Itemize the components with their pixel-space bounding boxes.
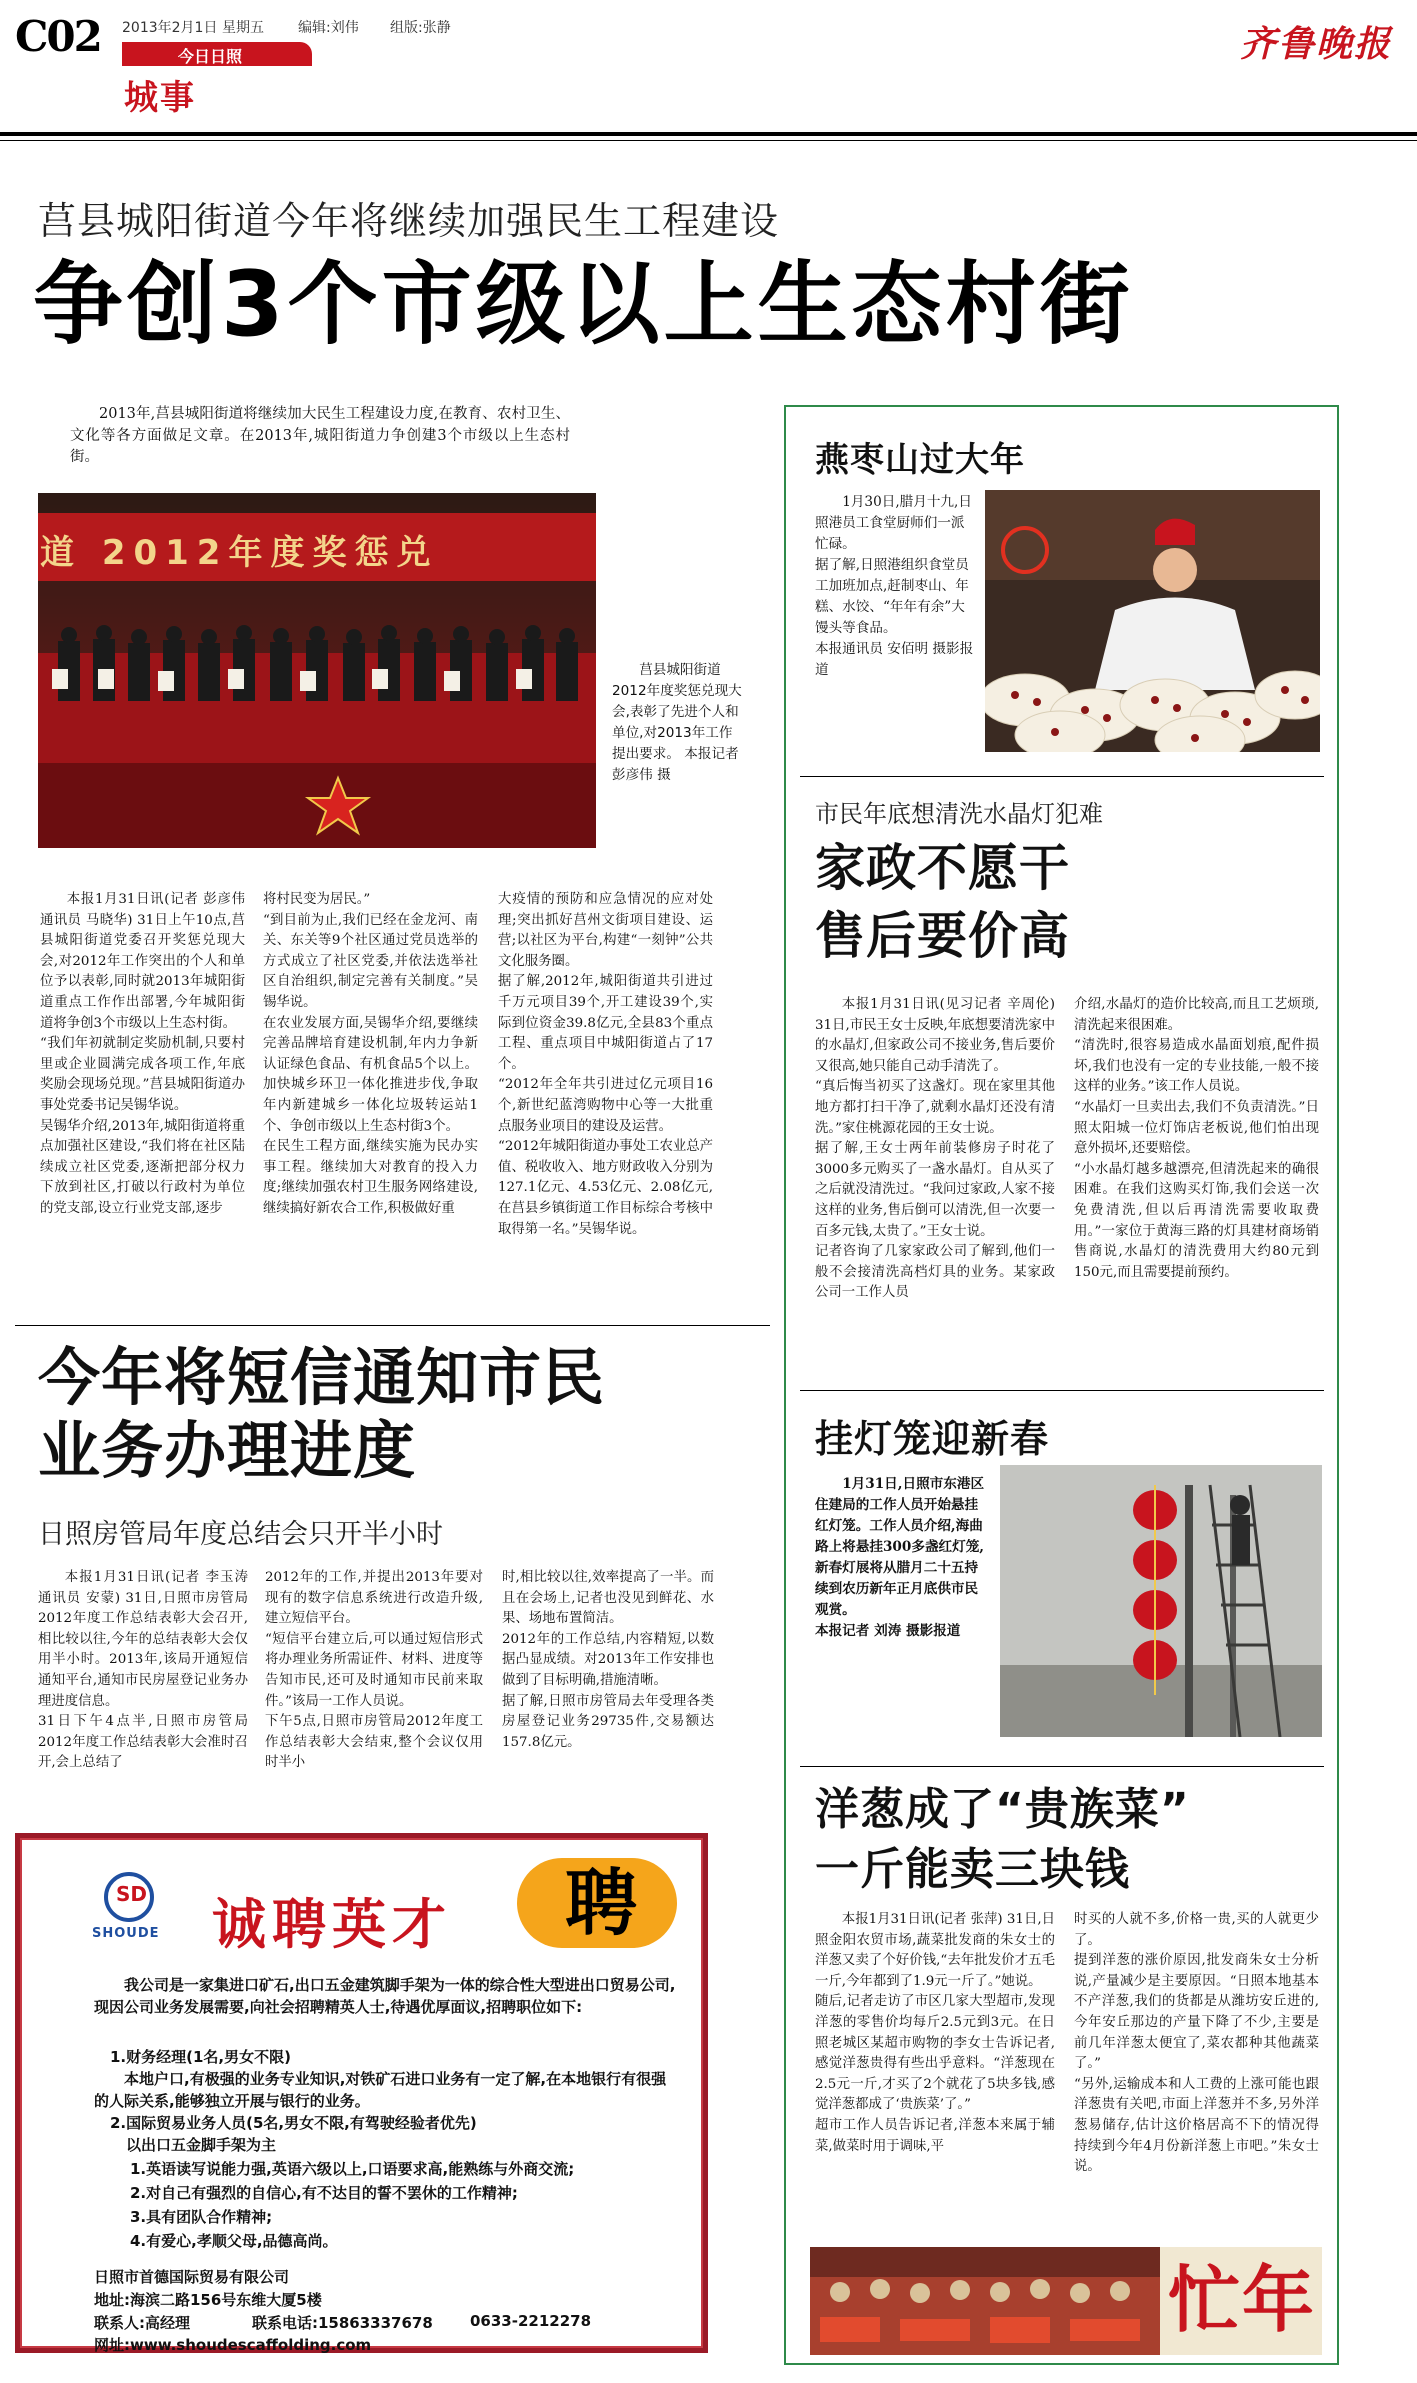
sms-subhead: 日照房管局年度总结会只开半小时	[38, 1519, 443, 1550]
ad-title: 诚聘英才	[212, 1893, 452, 1956]
ad-logo	[104, 1872, 154, 1922]
ad-logo-text: SHOUDE	[92, 1926, 160, 1941]
lead-kicker: 莒县城阳街道今年将继续加强民生工程建设	[38, 199, 780, 243]
jiazheng-col-2: 介绍,水晶灯的造价比较高,而且工艺烦琐,清洗起来很困难。 “清洗时,很容易造成水晶面划痕,配件损坏,我们也没有一定的专业技能,一般不接这样的业务。”该工作人员说。 “水晶灯一旦卖出去,我们不负责清洗。”日照太阳城一位灯饰店老板说,他们怕出现意外损坏,还要赔偿。 “小水晶灯越多越漂亮,但清洗起来的确很困难。在我们这购买灯饰,我们会送一次免费清洗,但以后再清洗需要收取费用。”一家位于黄海三路的灯具建材商场销售商说,水晶灯的清洗费用大约80元到150元,而且需要提前预约。	[1074, 997, 1319, 1280]
issue-date: 2013年2月1日	[122, 20, 218, 36]
yanzao-title: 燕枣山过大年	[815, 440, 1025, 480]
ad-job-2: 2.国际贸易业务人员(5名,男女不限,有驾驶经验者优先)	[110, 2114, 477, 2132]
lantern-photo	[1000, 1465, 1322, 1737]
sms-col-1: 本报1月31日讯(记者 李玉涛 通讯员 安蒙) 31日,日照市房管局2012年度工作总结表彰大会召开,相比较以往,今年的总结表彰大会仅用半小时。2013年,该局开通短信通知平台,通知市民房屋登记业务办理进度信息。 31日下午4点半,日照市房管局2012年度工作总结表彰大会准时召开,会上总结了	[38, 1570, 248, 1771]
section-badge-text: 今日日照	[178, 47, 243, 66]
header-rule	[0, 132, 1417, 136]
ad-address: 地址:海滨二路156号东维大厦5楼	[94, 2291, 322, 2309]
yanzao-rule	[800, 776, 1324, 777]
page-number: C02	[15, 12, 101, 61]
yanzao-caption: 1月30日,腊月十九,日照港员工食堂厨师们一派忙碌。 据了解,日照港组织食堂员工加班加点,赶制枣山、年糕、水饺、“年年有余”大馒头等食品。 本报通讯员 安佰明 摄影报道	[815, 494, 974, 678]
ad-big-char: 聘	[565, 1861, 639, 1945]
ad-contact: 联系人:高经理	[94, 2314, 190, 2332]
header-rule-thin	[0, 140, 1417, 141]
jiazheng-rule	[800, 1390, 1324, 1391]
ad-job-1: 1.财务经理(1名,男女不限)	[110, 2048, 291, 2066]
ad-req-4: 4.有爱心,孝顺父母,品德高尚。	[130, 2232, 338, 2250]
ad-phone-2: 0633-2212278	[470, 2312, 592, 2330]
ad-intro: 我公司是一家集进口矿石,出口五金建筑脚手架为一体的综合性大型进出口贸易公司,现因公司业务发展需要,向社会招聘精英人士,待遇优厚面议,招聘职位如下:	[94, 1976, 676, 2016]
onion-col-1: 本报1月31日讯(记者 张萍) 31日,日照金阳农贸市场,蔬菜批发商的朱女士的洋葱又卖了个好价钱,“去年批发价才五毛一斤,今年都到了1.9元一斤了。”她说。 随后,记者走访了市区几家大型超市,发现洋葱的零售价均每斤2.5元到3元。在日照老城区某超市购物的李女士告诉记者,感觉洋葱贵得有些出乎意料。“洋葱现在2.5元一斤,才买了2个就花了5块多钱,感觉洋葱都成了‘贵族菜’了。” 超市工作人员告诉记者,洋葱本来属于辅菜,做菜时用于调味,平	[815, 1912, 1055, 2154]
section-title: 城事	[124, 78, 196, 118]
lead-headline: 争创3个市级以上生态村街	[33, 252, 1134, 357]
ad-company: 日照市首德国际贸易有限公司	[94, 2268, 290, 2286]
ad-req-3: 3.具有团队合作精神;	[130, 2208, 273, 2226]
ad-req-1: 1.英语读写说能力强,英语六级以上,口语要求高,能熟练与外商交流;	[130, 2160, 575, 2178]
lead-intro: 2013年,莒县城阳街道将继续加大民生工程建设力度,在教育、农村卫生、文化等各方面做足文章。在2013年,城阳街道力争创建3个市级以上生态村街。	[70, 406, 570, 465]
sms-headline-1: 今年将短信通知市民	[38, 1341, 606, 1414]
jiazheng-kicker: 市民年底想清洗水晶灯犯难	[815, 800, 1103, 828]
lead-photo-banner: 道 2012年度奖惩兑	[40, 533, 439, 573]
lantern-rule	[800, 1766, 1324, 1767]
jiazheng-col-1: 本报1月31日讯(见习记者 辛周伦) 31日,市民王女士反映,年底想要清洗家中的水晶灯,但家政公司不接业务,售后要价又很高,她只能自己动手清洗了。 “真后悔当初买了这盏灯。现在家里其他地方都打扫干净了,就剩水晶灯还没有清洗。”家住桃源花园的王女士说。 据了解,王女士两年前装修房子时花了3000多元购买了一盏水晶灯。自从买了之后就没清洗过。“我问过家政,人家不接这样的业务,售后倒可以清洗,但一次要一百多元钱,太贵了。”王女士说。 记者咨询了几家家政公司了解到,他们一般不会接清洗高档灯具的业务。某家政公司一工作人员	[815, 997, 1055, 1301]
busy-photo	[810, 2247, 1160, 2355]
layout-editor: 组版:张静	[390, 20, 451, 36]
editor: 编辑:刘伟	[298, 20, 359, 36]
ad-job-2-note: 以出口五金脚手架为主	[126, 2136, 277, 2154]
onion-headline-2: 一斤能卖三块钱	[815, 1844, 1130, 1895]
sms-col-3: 时,相比较以往,效率提高了一半。而且在会场上,记者也没见到鲜花、水果、场地布置简洁。 2012年的工作总结,内容精短,以数据凸显成绩。对2013年工作安排也做到了目标明确,措施清晰。 据了解,日照市房管局去年受理各类房屋登记业务29735件,交易额达157.8亿元。	[502, 1570, 714, 1750]
lead-col-1: 本报1月31日讯(记者 彭彦伟 通讯员 马晓华) 31日上午10点,莒县城阳街道党委召开奖惩兑现大会,对2012年工作突出的个人和单位予以表彰,同时就2013年城阳街道重点工作作出部署,今年城阳街道将争创3个市级以上生态村街。 “我们年初就制定奖励机制,只要村里或企业圆满完成各项工作,年底奖励会现场兑现。”莒县城阳街道办事处党委书记吴锡华说。 吴锡华介绍,2013年,城阳街道将重点加强社区建设,“我们将在社区陆续成立社区党委,逐渐把部分权力下放到社区,打破以行政村为单位的党支部,设立行业党支部,逐步	[40, 892, 245, 1216]
lantern-title: 挂灯笼迎新春	[815, 1417, 1050, 1461]
ad-phone: 联系电话:15863337678	[252, 2314, 433, 2332]
jiazheng-headline-2: 售后要价高	[815, 907, 1070, 965]
yanzao-photo	[985, 490, 1320, 752]
jiazheng-headline-1: 家政不愿干	[815, 839, 1070, 897]
lead-col-2: 将村民变为居民。” “到目前为止,我们已经在金龙河、南关、东关等9个社区通过党员选举的方式成立了社区党委,并依法选举社区自治组织,制定完善有关制度。”吴锡华说。 在农业发展方面,吴锡华介绍,要继续完善品牌培育建设机制,年内力争新认证绿色食品、有机食品5个以上。加快城乡环卫一体化推进步伐,争取年内新建城乡一体化垃圾转运站1个、争创市级以上生态村街3个。 在民生工程方面,继续实施为民办实事工程。继续加大对教育的投入力度;继续加强农村卫生服务网络建设,继续搞好新农合工作,积极做好重	[263, 892, 478, 1216]
onion-col-2: 时买的人就不多,价格一贵,买的人就更少了。 提到洋葱的涨价原因,批发商朱女士分析说,产量减少是主要原因。“日照本地基本不产洋葱,我们的货都是从潍坊安丘进的,今年安丘那边的产量下降了不少,主要是前几年洋葱太便宜了,菜农都种其他蔬菜了。” “另外,运输成本和人工费的上涨可能也跟洋葱贵有关吧,市面上洋葱并不多,另外洋葱易储存,估计这价格居高不下的情况得持续到今年4月份新洋葱上市吧。”朱女士说。	[1074, 1912, 1319, 2175]
weekday: 星期五	[222, 20, 264, 36]
busy-label: 忙年	[1168, 2258, 1317, 2342]
ad-req-2: 2.对自己有强烈的自信心,有不达目的誓不罢休的工作精神;	[130, 2184, 518, 2202]
lantern-caption: 1月31日,日照市东港区住建局的工作人员开始悬挂红灯笼。工作人员介绍,海曲路上将悬挂300多盏红灯笼,新春灯展将从腊月二十五持续到农历新年正月底供市民观赏。 本报记者 刘涛 摄影报道	[815, 1476, 985, 1639]
lead-col-3: 大疫情的预防和应急情况的应对处理;突出抓好莒州文街项目建设、运营;以社区为平台,构建“一刻钟”公共文化服务圈。 据了解,2012年,城阳街道共引进过千万元项目39个,开工建设39个,实际到位资金39.8亿元,全县83个重点工程、重点项目中城阳街道占了17个。 “2012年全年共引进过亿元项目16个,新世纪蓝湾购物中心等一大批重点服务业项目的建设及运营。 “2012年城阳街道办事处工农业总产值、税收收入、地方财政收入分别为127.1亿元、4.53亿元、2.08亿元,在莒县乡镇街道工作目标综合考核中取得第一名。”吴锡华说。	[498, 892, 713, 1237]
ad-job-1-desc: 本地户口,有极强的业务专业知识,对铁矿石进口业务有一定了解,在本地银行有很强的人际关系,能够独立开展与银行的业务。	[94, 2070, 667, 2110]
onion-headline-1: 洋葱成了“贵族菜”	[815, 1784, 1190, 1835]
lead-photo-caption: 莒县城阳街道2012年度奖惩兑现大会,表彰了先进个人和单位,对2013年工作提出要求。 本报记者 彭彦伟 摄	[612, 662, 742, 783]
ad-website[interactable]: 网址:www.shoudescaffolding.com	[94, 2336, 372, 2354]
sms-headline-2: 业务办理进度	[38, 1414, 417, 1487]
ad-logo-mark: SD	[116, 1882, 148, 1906]
sms-rule	[15, 1325, 770, 1326]
masthead-logo: 齐鲁晚报	[1240, 23, 1393, 65]
sms-col-2: 2012年的工作,并提出2013年要对现有的数字信息系统进行改造升级,建立短信平台。 “短信平台建立后,可以通过短信形式将办理业务所需证件、材料、进度等告知市民,还可及时通知市民前来取件。”该局一工作人员说。 下午5点,日照市房管局2012年度工作总结表彰大会结束,整个会议仅用时半小	[265, 1570, 483, 1771]
